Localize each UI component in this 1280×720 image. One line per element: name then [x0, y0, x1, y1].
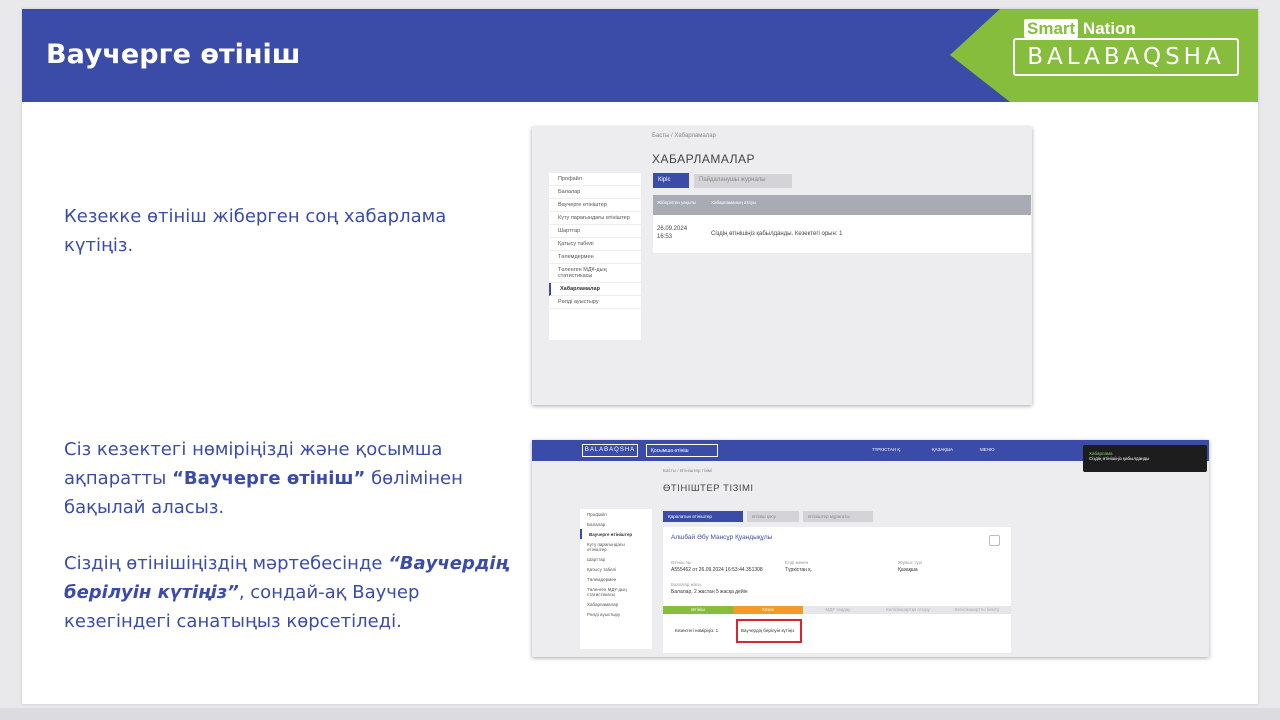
sidebar-item-profile[interactable]: Профайл — [549, 173, 641, 186]
sidebar — [549, 173, 641, 340]
sidebar-item-payments[interactable]: Төлемдермен — [549, 251, 641, 264]
notifications-title: ХАБАРЛАМАЛАР — [652, 152, 755, 166]
slide — [22, 9, 1258, 704]
tab-archive[interactable]: Өтініштер мұрағаты — [803, 511, 873, 522]
tab-pending[interactable]: Қаралатын өтініштер — [663, 511, 743, 522]
sidebar-item-role[interactable]: Рөлді ауыстыру — [587, 611, 621, 617]
breadcrumb: Басты / Хабарламалар — [652, 133, 716, 139]
header-sent-time: Жіберілген уақыты — [657, 200, 697, 205]
region-label: Елді мекен — [785, 560, 809, 565]
step-select: МДҰ таңдау — [825, 607, 851, 612]
notifications-table — [653, 195, 1031, 253]
queue-number: Кезектегі нөміріңіз: 1 — [675, 628, 719, 633]
child-name: Алшбай Әбу Мансұр Қуандықұлы — [671, 534, 773, 541]
city-selector[interactable]: ТҮРКІСТАН Қ. — [872, 447, 902, 452]
sidebar-item-attendance[interactable]: Қатысу табелі — [549, 238, 641, 251]
applications-screenshot — [532, 440, 1209, 657]
sidebar-item-role[interactable]: Рөлді ауыстыру — [549, 296, 641, 309]
sidebar-item-notifications[interactable]: Хабарламалар — [549, 283, 641, 296]
footer-bar — [0, 708, 1280, 720]
applications-title: ӨТІНІШТЕР ТІЗІМІ — [663, 483, 754, 494]
settings-icon[interactable] — [989, 535, 1000, 546]
logo-smart-nation: Smart Nation — [1024, 19, 1136, 39]
sidebar-item-contracts[interactable]: Шарттар — [587, 556, 606, 562]
sidebar-item-children[interactable]: Балалар — [587, 521, 606, 527]
sidebar-item-stats[interactable]: Төленген МДҰ-дың статистикасы — [587, 586, 627, 597]
logo-balabaqsha: BALABAQSHA — [1013, 38, 1239, 76]
breadcrumb: Басты / Өтініштер тізімі — [663, 468, 712, 473]
menu-button[interactable]: МЕНЮ — [980, 447, 995, 452]
type-value: Қазақша — [898, 567, 918, 573]
sidebar-item-waiting[interactable]: Күту парағындағы өтініштер — [587, 541, 625, 552]
status-steps — [663, 606, 1011, 614]
age-value: Балалар, 2 жастан 5 жасқа дейін — [671, 589, 748, 595]
voucher-status: Ваучердің берілуін күтіңіз — [736, 619, 802, 643]
age-label: Балалар жасы — [671, 582, 702, 587]
notifications-screenshot — [532, 127, 1032, 405]
step-application: Өтініш — [663, 606, 733, 614]
sidebar-item-attendance[interactable]: Қатысу табелі — [587, 566, 617, 572]
type-label: Жұмыс түрі — [898, 560, 923, 565]
tab-inbox[interactable]: Кіріс — [653, 173, 689, 188]
app-logo[interactable]: BALABAQSHA — [582, 444, 638, 457]
tab-add[interactable]: Өтініш қосу — [747, 511, 799, 522]
instruction-text-2: Сіз кезектегі нөміріңізді және қосымша ақпаратты “Ваучерге өтініш” бөлімінен бақылай аласыз. — [64, 439, 463, 518]
table-header — [653, 195, 1031, 215]
sidebar-item-stats[interactable]: Төленген МДҰ-дың статистикасы — [549, 264, 641, 283]
sidebar-item-children[interactable]: Балалар — [549, 186, 641, 199]
step-approve: Келісімшартты бекіту — [954, 607, 1000, 612]
sidebar-item-notifications[interactable]: Хабарламалар — [587, 601, 619, 607]
add-application-button[interactable]: Қосымша өтініш — [646, 444, 718, 457]
sidebar-item-voucher[interactable]: Ваучерге өтініштер — [549, 199, 641, 212]
instruction-text-1: Кезекке өтініш жіберген соң хабарлама күтіңіз. — [64, 206, 447, 256]
application-label: Өтініш № — [671, 560, 691, 565]
application-card — [663, 527, 1011, 653]
language-selector[interactable]: ҚАЗАҚША — [932, 447, 954, 452]
toast-notification[interactable]: Хабарлама Сіздің өтінішіңіз қабылданды — [1083, 445, 1207, 472]
row-message[interactable]: Сіздің өтінішіңіз қабылданды. Кезектегі орын: 1 — [711, 231, 843, 237]
application-value: A555462 от 26.09.2024 16:53:44.351308 — [671, 567, 763, 573]
sidebar-item-profile[interactable]: Профайл — [587, 511, 607, 517]
step-queue: Кезек — [733, 606, 803, 614]
sidebar-item-waiting[interactable]: Күту парағындағы өтініштер — [549, 212, 641, 225]
region-value: Түркістан қ. — [785, 567, 812, 573]
tab-user-log[interactable]: Пайдаланушы журналы — [694, 174, 792, 188]
sidebar — [580, 509, 652, 649]
sidebar-item-payments[interactable]: Төлемдермен — [587, 576, 617, 582]
row-date: 26.09.2024 16:53 — [657, 226, 688, 240]
header-message: Хабарламаның атауы — [711, 200, 757, 205]
sidebar-item-voucher[interactable]: Ваучерге өтініштер — [580, 529, 652, 539]
page-title: Ваучерге өтініш — [46, 39, 301, 70]
sidebar-item-contracts[interactable]: Шарттар — [549, 225, 641, 238]
instruction-text-3: Сіздің өтінішіңіздің мәртебесінде “Ваучердің берілуін күтіңіз”, сондай-ақ Ваучер кезегіндегі санатыңыз көрсетіледі. — [64, 553, 508, 632]
step-contract: Келісімшартқа отыру — [886, 607, 930, 612]
